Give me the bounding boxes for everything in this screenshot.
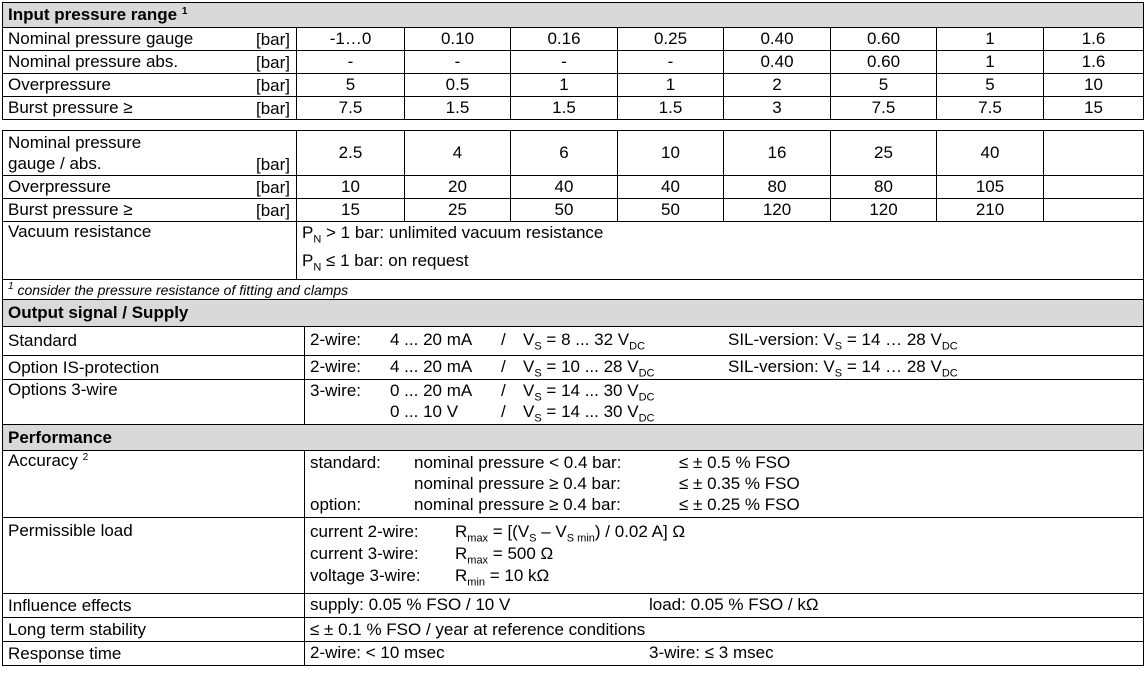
- supply-range: = 14 ... 30 V: [546, 402, 639, 421]
- table-row-load: [3, 518, 1144, 594]
- cell: 4: [405, 131, 511, 176]
- cell: 15: [1044, 97, 1144, 120]
- cell: 80: [831, 176, 937, 199]
- cell: 7.5: [831, 97, 937, 120]
- cell: 10: [297, 176, 405, 199]
- vacuum-line-1: [302, 222, 1143, 250]
- cell: 80: [724, 176, 831, 199]
- v-sub: S: [834, 340, 843, 353]
- cell: 25: [831, 131, 937, 176]
- load-label: voltage 3-wire:: [310, 566, 421, 585]
- cell: 210: [937, 199, 1044, 222]
- separator: /: [501, 402, 506, 421]
- accuracy-condition: nominal pressure ≥ 0.4 bar:: [414, 474, 621, 493]
- cell: -: [618, 51, 724, 74]
- v-sub: S: [534, 367, 542, 380]
- p-symbol: P: [302, 251, 314, 271]
- cell: 0.40: [724, 51, 831, 74]
- v-symbol: V: [523, 402, 535, 421]
- wire-label: 2-wire:: [310, 357, 362, 376]
- cell: 50: [511, 199, 618, 222]
- row-label: Overpressure: [8, 177, 111, 196]
- stability-value: ≤ ± 0.1 % FSO / year at reference conditions: [310, 619, 646, 639]
- row-label: Influence effects: [8, 595, 132, 615]
- cell: 0.60: [831, 28, 937, 51]
- table-row: [3, 131, 1144, 176]
- cell: [1044, 199, 1144, 222]
- accuracy-option-label: option:: [310, 495, 362, 514]
- cell: 0.25: [618, 28, 724, 51]
- row-label: Permissible load: [8, 521, 133, 540]
- response-3wire: 3-wire: ≤ 3 msec: [649, 643, 774, 662]
- cell: [1044, 176, 1144, 199]
- cell: 1: [511, 74, 618, 97]
- load-formula: – V: [541, 522, 567, 541]
- row-label: Burst pressure ≥: [8, 98, 133, 117]
- cell: 20: [405, 176, 511, 199]
- cell: 1.6: [1044, 51, 1144, 74]
- table-row-3wire: [3, 380, 1144, 425]
- table-row: [3, 176, 1144, 199]
- separator: /: [501, 330, 506, 349]
- cell: 0.5: [405, 74, 511, 97]
- table-row-response: [3, 642, 1144, 666]
- cell: 5: [831, 74, 937, 97]
- cell: 105: [937, 176, 1044, 199]
- unit-label: [bar]: [255, 178, 290, 197]
- cell: 0.16: [511, 28, 618, 51]
- supply-range: = 8 ... 32 V: [546, 330, 630, 349]
- load-label: current 3-wire:: [310, 544, 419, 563]
- r-symbol: R: [455, 544, 468, 563]
- unit-label: [bar]: [255, 99, 290, 118]
- cell: 1: [618, 74, 724, 97]
- cell: 1: [937, 51, 1044, 74]
- load-formula: = [(V: [492, 522, 530, 541]
- row-label: Overpressure: [8, 75, 111, 94]
- r-sub: max: [467, 532, 489, 545]
- r-symbol: R: [455, 522, 468, 541]
- row-label: Vacuum resistance: [8, 222, 152, 241]
- cell: 50: [618, 199, 724, 222]
- vacuum-text-1: > 1 bar: unlimited vacuum resistance: [326, 223, 604, 242]
- accuracy-value: ≤ ± 0.25 % FSO: [679, 495, 800, 514]
- cell: 10: [618, 131, 724, 176]
- row-label: Nominal pressure abs.: [8, 52, 179, 71]
- table-row: [3, 51, 1144, 74]
- cell: -: [297, 51, 405, 74]
- accuracy-standard-label: standard:: [310, 453, 381, 472]
- load-formula: ) / 0.02 A] Ω: [594, 522, 686, 541]
- row-label: Burst pressure ≥: [8, 200, 133, 219]
- separator: /: [501, 357, 506, 376]
- cell: 5: [297, 74, 405, 97]
- cell: [1044, 131, 1144, 176]
- table-row: [3, 74, 1144, 97]
- signal-range: 0 ... 20 mA: [390, 381, 473, 400]
- table-row-is: [3, 356, 1144, 380]
- v-sub: S: [534, 391, 542, 404]
- input-pressure-header: [3, 3, 1144, 28]
- v-sub: S: [834, 367, 843, 380]
- signal-range: 4 ... 20 mA: [390, 357, 473, 376]
- cell: 1.5: [405, 97, 511, 120]
- cell: 15: [297, 199, 405, 222]
- sil-label: SIL-version: V: [728, 357, 835, 376]
- cell: 16: [724, 131, 831, 176]
- unit-label: [bar]: [255, 76, 290, 95]
- v-symbol: V: [523, 330, 535, 349]
- wire-label: 3-wire:: [310, 381, 362, 400]
- row-label: Long term stability: [8, 619, 146, 639]
- cell: -: [405, 51, 511, 74]
- dc-sub: DC: [638, 391, 655, 404]
- table-row-accuracy: [3, 451, 1144, 518]
- row-label: Options 3-wire: [8, 380, 118, 399]
- accuracy-value: ≤ ± 0.5 % FSO: [679, 453, 791, 472]
- table-row-standard: [3, 327, 1144, 356]
- dc-sub: DC: [638, 367, 655, 380]
- unit-label: [bar]: [255, 30, 290, 49]
- vacuum-line-2: [302, 250, 1143, 278]
- r-sub: min: [467, 576, 486, 589]
- supply-range: = 10 ... 28 V: [546, 357, 639, 376]
- p-symbol: P: [302, 223, 314, 242]
- cell: 2.5: [297, 131, 405, 176]
- row-label: Response time: [8, 643, 122, 663]
- cell: 1.6: [1044, 28, 1144, 51]
- cell: 0.60: [831, 51, 937, 74]
- v-sub: S: [534, 412, 542, 425]
- footnote-mark: 1: [181, 6, 188, 17]
- cell: 40: [618, 176, 724, 199]
- table-row-stability: [3, 618, 1144, 642]
- footnote-text: consider the pressure resistance of fitting and clamps: [17, 281, 349, 298]
- wire-label: 2-wire:: [310, 330, 362, 349]
- section-title: Performance: [8, 427, 112, 447]
- sil-range: = 14 … 28 V: [846, 330, 942, 349]
- cell: 0.10: [405, 28, 511, 51]
- cell: 120: [831, 199, 937, 222]
- table-row-influence: [3, 594, 1144, 618]
- cell: -: [511, 51, 618, 74]
- influence-load: load: 0.05 % FSO / kΩ: [649, 595, 819, 614]
- separator: /: [501, 381, 506, 400]
- cell: 25: [405, 199, 511, 222]
- row-label: Nominal pressure: [8, 133, 142, 152]
- input-pressure-table: [2, 2, 1144, 120]
- output-header: [3, 300, 1144, 327]
- influence-supply: supply: 0.05 % FSO / 10 V: [310, 595, 511, 614]
- p-subscript: N: [313, 233, 322, 246]
- specs-table: [2, 299, 1144, 666]
- v-sub: S: [534, 340, 542, 353]
- table-row: [3, 97, 1144, 120]
- unit-label: [bar]: [255, 201, 290, 220]
- cell: 40: [511, 176, 618, 199]
- dc-sub: DC: [638, 412, 655, 425]
- signal-range: 0 ... 10 V: [390, 402, 459, 421]
- v-symbol: V: [523, 357, 535, 376]
- cell: 10: [1044, 74, 1144, 97]
- cell: 7.5: [937, 97, 1044, 120]
- load-value: = 500 Ω: [492, 544, 554, 563]
- cell: 0.40: [724, 28, 831, 51]
- accuracy-condition: nominal pressure ≥ 0.4 bar:: [414, 495, 621, 514]
- sil-label: SIL-version: V: [728, 330, 835, 349]
- dc-sub: DC: [941, 367, 958, 380]
- table-row: [3, 199, 1144, 222]
- load-label: current 2-wire:: [310, 522, 419, 541]
- accuracy-value: ≤ ± 0.35 % FSO: [679, 474, 800, 493]
- signal-range: 4 ... 20 mA: [390, 330, 473, 349]
- dc-sub: DC: [941, 340, 958, 353]
- v-symbol: V: [523, 381, 535, 400]
- row-label: Accuracy: [8, 451, 78, 470]
- input-pressure-table-2: [2, 130, 1144, 301]
- cell: 3: [724, 97, 831, 120]
- row-label: Nominal pressure gauge: [8, 29, 194, 48]
- cell: 1: [937, 28, 1044, 51]
- r-sub: max: [467, 554, 489, 567]
- row-label: Option IS-protection: [8, 357, 160, 377]
- table-row-vacuum: [3, 222, 1144, 280]
- footnote-mark: 2: [82, 452, 89, 463]
- sil-range: = 14 … 28 V: [846, 357, 942, 376]
- section-title: Input pressure range: [8, 5, 178, 24]
- performance-header: [3, 425, 1144, 451]
- v-sub: S min: [566, 532, 595, 545]
- v-sub: S: [529, 532, 537, 545]
- unit-label: [bar]: [255, 53, 290, 72]
- load-value: = 10 kΩ: [489, 566, 550, 585]
- footnote-row: [3, 279, 1144, 300]
- row-label: Standard: [8, 331, 77, 350]
- row-label-cont: gauge / abs.: [8, 154, 102, 173]
- response-2wire: 2-wire: < 10 msec: [310, 643, 445, 662]
- cell: 1.5: [618, 97, 724, 120]
- unit-label: [bar]: [255, 155, 290, 174]
- cell: 1.5: [511, 97, 618, 120]
- footnote-mark: 1: [8, 280, 14, 292]
- cell: 6: [511, 131, 618, 176]
- supply-range: = 14 ... 30 V: [546, 381, 639, 400]
- cell: 40: [937, 131, 1044, 176]
- dc-sub: DC: [629, 340, 646, 353]
- cell: 7.5: [297, 97, 405, 120]
- cell: 2: [724, 74, 831, 97]
- cell: -1…0: [297, 28, 405, 51]
- cell: 120: [724, 199, 831, 222]
- vacuum-text-2: ≤ 1 bar: on request: [326, 251, 469, 271]
- table-row: [3, 28, 1144, 51]
- cell: 5: [937, 74, 1044, 97]
- r-symbol: R: [455, 566, 468, 585]
- section-title: Output signal / Supply: [8, 303, 189, 322]
- p-subscript: N: [313, 261, 322, 274]
- accuracy-condition: nominal pressure < 0.4 bar:: [414, 453, 622, 472]
